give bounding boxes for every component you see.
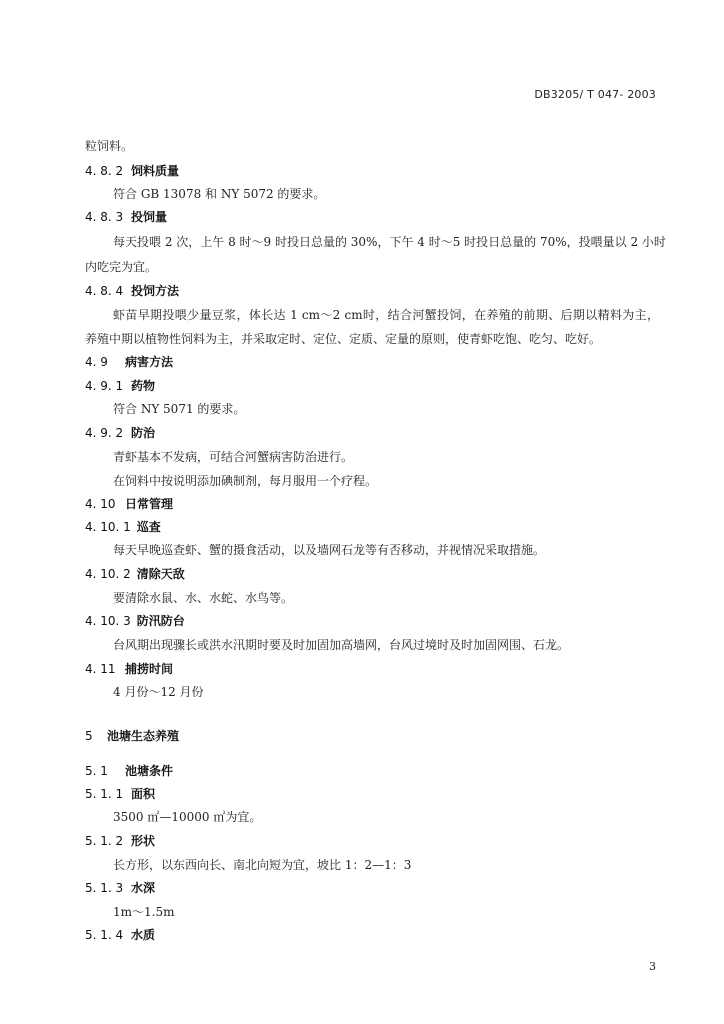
section-number: 5. 1. 4 [85,928,124,942]
paragraph-line: 每天投喂 2 次，上午 8 时～9 时投日总量的 30%，下午 4 时～5 时投日总量的 70%，投喂量以 2 小时 [113,235,666,249]
paragraph-line: 青虾基本不发病，可结合河蟹病害防治进行。 [113,450,354,464]
section-number: 4. 11 [85,662,116,676]
section-title: 池塘生态养殖 [107,729,180,743]
section-title: 饲料质量 [131,164,180,178]
section-number: 4. 9. 1 [85,379,124,393]
section-number: 4. 8. 2 [85,164,124,178]
section-number: 4. 8. 3 [85,210,124,224]
paragraph-line: 虾苗早期投喂少量豆浆，体长达 1 cm～2 cm时，结合河蟹投饲，在养殖的前期、后期以精料为主， [113,308,659,322]
paragraph-line: 粒饲料。 [85,139,134,153]
section-heading [85,612,185,629]
section-title: 巡查 [136,520,161,534]
section-title: 防汛防台 [136,614,185,628]
section-heading [85,832,155,849]
section-heading [85,208,167,225]
section-number: 4. 10. 1 [85,520,131,534]
section-heading [85,727,179,744]
standard-code-header: DB3205/ T 047- 2003 [534,88,656,101]
section-title: 水深 [131,881,156,895]
paragraph-line: 3500 ㎡—10000 ㎡为宜。 [113,810,262,824]
paragraph-line: 台风期出现骤长或洪水汛期时要及时加固加高墙网，台风过境时及时加固网围、石龙。 [113,638,570,652]
paragraph-line: 符合 NY 5071 的要求。 [113,402,246,416]
paragraph-line: 符合 GB 13078 和 NY 5072 的要求。 [113,187,326,201]
section-title: 病害方法 [125,355,174,369]
page-number: 3 [649,960,656,973]
section-number: 4. 8. 4 [85,284,124,298]
section-heading [85,762,173,779]
section-heading [85,785,155,802]
section-heading [85,565,185,582]
section-number: 5. 1. 2 [85,834,124,848]
section-heading [85,162,179,179]
section-number: 5. 1. 1 [85,787,124,801]
section-number: 4. 10. 2 [85,567,131,581]
paragraph-line: 在饲料中按说明添加碘制剂，每月服用一个疗程。 [113,474,378,488]
paragraph-line: 每天早晚巡查虾、蟹的摄食活动，以及墙网石龙等有否移动，并视情况采取措施。 [113,543,546,557]
section-title: 投饲量 [131,210,168,224]
section-heading [85,495,173,512]
section-heading [85,377,155,394]
section-heading [85,926,155,943]
paragraph-line: 内吃完为宜。 [85,260,158,274]
section-heading [85,353,173,370]
section-title: 面积 [131,787,156,801]
paragraph-line: 要清除水鼠、水、水蛇、水鸟等。 [113,591,294,605]
section-heading [85,879,155,896]
section-number: 4. 9 [85,355,108,369]
section-heading [85,518,161,535]
section-title: 药物 [131,379,156,393]
section-title: 日常管理 [125,497,174,511]
section-title: 捕捞时间 [125,662,174,676]
section-title: 清除天敌 [136,567,185,581]
section-title: 水质 [131,928,156,942]
section-heading [85,282,179,299]
section-number: 5. 1 [85,764,108,778]
section-number: 4. 10. 3 [85,614,131,628]
section-number: 5. 1. 3 [85,881,124,895]
section-title: 形状 [131,834,156,848]
section-number: 5 [85,729,93,743]
section-title: 防治 [131,426,156,440]
section-title: 池塘条件 [125,764,174,778]
paragraph-line: 4 月份～12 月份 [113,685,204,699]
section-number: 4. 10 [85,497,116,511]
section-number: 4. 9. 2 [85,426,124,440]
section-heading [85,424,155,441]
section-heading [85,660,173,677]
paragraph-line: 长方形，以东西向长、南北向短为宜，坡比 1：2—1：3 [113,858,412,872]
paragraph-line: 1m～1.5m [113,905,175,919]
paragraph-line: 养殖中期以植物性饲料为主，并采取定时、定位、定质、定量的原则，使青虾吃饱、吃匀、吃好。 [85,332,602,346]
section-title: 投饲方法 [131,284,180,298]
